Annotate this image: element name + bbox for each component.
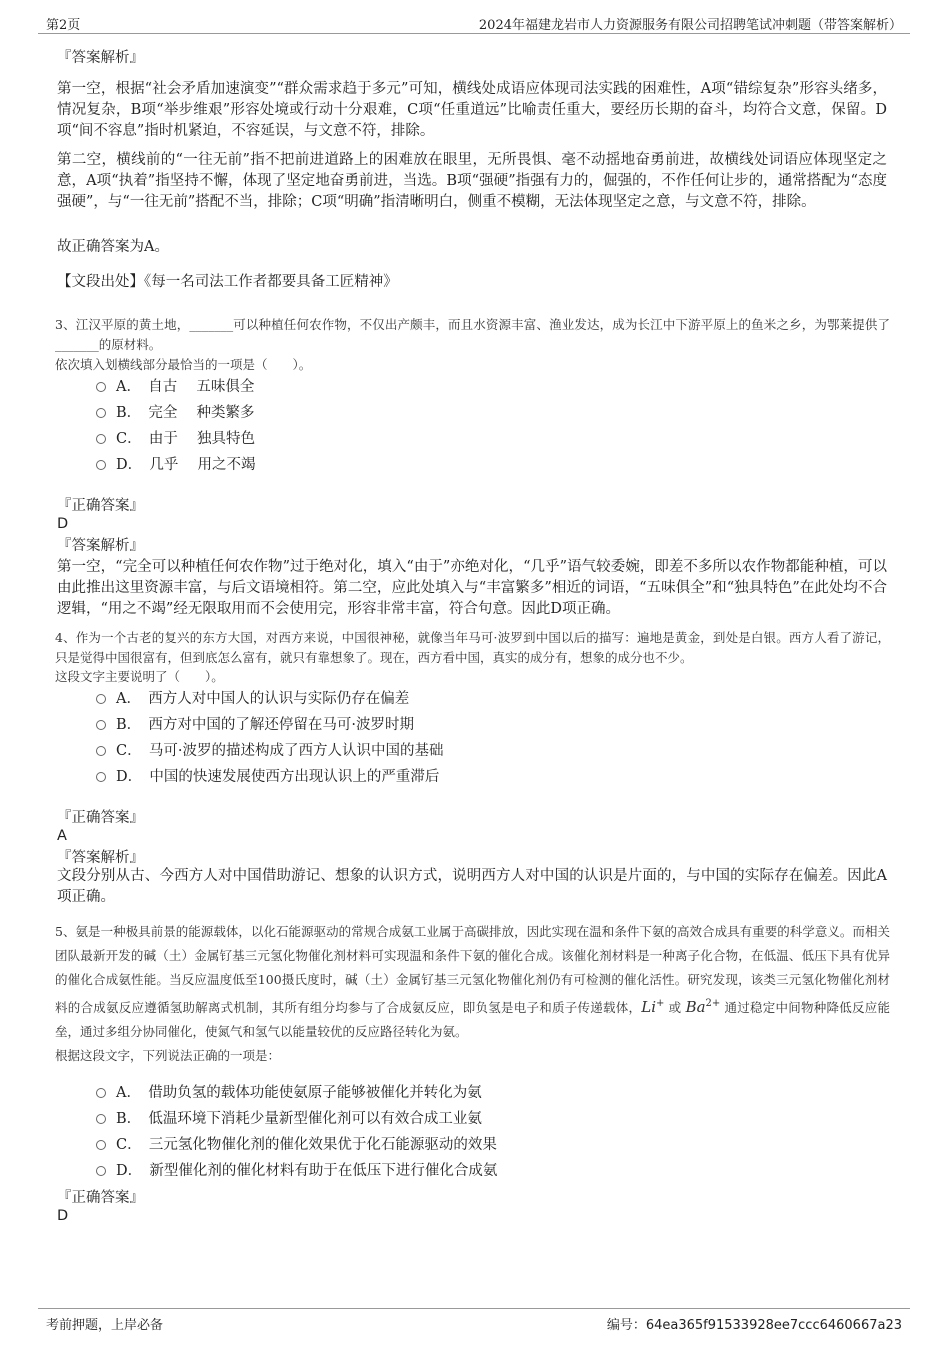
- q5-answer: D: [57, 1208, 69, 1224]
- radio-icon[interactable]: [96, 694, 106, 704]
- q3-option-b[interactable]: B． 完全 种类繁多: [96, 403, 255, 423]
- radio-icon[interactable]: [96, 408, 106, 418]
- q4-stem: 4、作为一个古老的复兴的东方大国，对西方来说，中国很神秘，就像当年马可·波罗到中国以后的描写：遍地是黄金，到处是白银。西方人看了游记，只是觉得中国很富有，但到底怎么富有，就只有靠想象了。现在，西方看中国，真实的成分有，想象的成分也不少。: [55, 630, 890, 665]
- q2-analysis-para1: 第一空，根据“社会矛盾加速演变”“群众需求趋于多元”可知，横线处成语应体现司法实践的困难性，A项“错综复杂”形容头绪多，情况复杂，B项“举步维艰”形容处境或行动十分艰难，C项“任重道远”比喻责任重大，要经历长期的奋斗，均符合文意，保留。D项“间不容息”指时机紧迫，不容延误，与文意不符，排除。: [57, 81, 887, 139]
- q3-option-c[interactable]: C． 由于 独具特色: [96, 429, 255, 449]
- radio-icon[interactable]: [96, 1114, 106, 1124]
- q5-option-c[interactable]: C． 三元氢化物催化剂的催化效果优于化石能源驱动的效果: [96, 1135, 497, 1155]
- q3-answer-label: 『正确答案』: [57, 498, 144, 514]
- document-title: 2024年福建龙岩市人力资源服务有限公司招聘笔试冲刺题（带答案解析）: [478, 18, 902, 33]
- q2-analysis-para2: 第二空，横线前的“一往无前”指不把前进道路上的困难放在眼里，无所畏惧、毫不动摇地奋勇前进，故横线处词语应体现坚定之意，A项“执着”指坚持不懈，体现了坚定地奋勇前进，当选。B项“强硬”指强有力的，倔强的，不作任何让步的，通常搭配为“态度强硬”，与“一往无前”搭配不当，排除；C项“明确”指清晰明白，侧重不模糊，无法体现坚定之意，与文意不符，排除。: [57, 152, 887, 210]
- barium-ion-symbol: $Ba^{2+}$: [685, 998, 721, 1016]
- document-code: 编号：64ea365f91533928ee7ccc6460667a23: [606, 1318, 902, 1333]
- q4-prompt: 这段文字主要说明了（ ）。: [55, 669, 224, 684]
- q5-stem: 5、氨是一种极具前景的能源载体，以化石能源驱动的常规合成氨工业属于高碳排放，因此实现在温和条件下氨的高效合成具有重要的科学意义。而相关团队最新开发的碱（土）金属钌基三元氢化物催化剂材料可实现温和条件下氨的催化合成。该催化剂材料是一种离子化合物，在低温、低压下具有优异的催化合成氨性能。当反应温度低至100摄氏度时，碱（土）金属钌基三元氢化物催化剂仍有可检测的催化活性。研究发现，该类三元氢化物催化剂材料的合成氨反应遵循氢助解离式机制，其所有组分均参与了合成氨反应，即负氢是电子和质子传递载体，Li+ 或 $Ba^{2+}$ 通过稳定中间物种降低反应能垒，通过多组分协同催化，使氮气和氢气以能量较优的反应路径转化为氨。: [55, 924, 890, 1039]
- q4-analysis-label: 『答案解析』: [57, 850, 144, 866]
- q4-option-c[interactable]: C． 马可·波罗的描述构成了西方人认识中国的基础: [96, 741, 443, 761]
- q3-answer: D: [57, 516, 69, 532]
- q5-prompt: 根据这段文字，下列说法正确的一项是：: [55, 1048, 281, 1063]
- q5-answer-label: 『正确答案』: [57, 1190, 144, 1206]
- q5-option-a[interactable]: A． 借助负氢的载体功能使氨原子能够被催化并转化为氨: [96, 1083, 482, 1103]
- q3-stem: 3、江汉平原的黄土地，_______可以种植任何农作物，不仅出产颇丰，而且水资源丰富、渔业发达，成为长江中下游平原上的鱼米之乡，为鄂莱提供了_______的原材料。: [55, 317, 890, 352]
- page-header: [38, 13, 910, 34]
- q3-option-a[interactable]: A． 自古 五味俱全: [96, 377, 254, 397]
- q3-analysis: 第一空，“完全可以种植任何农作物”过于绝对化，填入“由于”亦绝对化，“几乎”语气较委婉，即差不多所以农作物都能种植，可以由此推出这里资源丰富，与后文语境相符。第二空，应此处填入与“丰富繁多”相近的词语，“五味俱全”和“独具特色”在此处均不合逻辑，“用之不竭”经无限取用而不会使用完，形容非常丰富，符合句意。因此D项正确。: [57, 559, 887, 617]
- q4-option-a[interactable]: A． 西方人对中国人的认识与实际仍存在偏差: [96, 689, 409, 709]
- radio-icon[interactable]: [96, 772, 106, 782]
- q4-analysis: 文段分别从古、今西方人对中国借助游记、想象的认识方式，说明西方人对中国的认识是片面的，与中国的实际存在偏差。因此A项正确。: [57, 868, 887, 905]
- radio-icon[interactable]: [96, 1088, 106, 1098]
- radio-icon[interactable]: [96, 720, 106, 730]
- lithium-ion-symbol: Li+: [641, 998, 665, 1016]
- q2-source: 【文段出处】《每一名司法工作者都要具备工匠精神》: [57, 274, 398, 290]
- q2-conclusion: 故正确答案为A。: [57, 239, 169, 255]
- q4-answer: A: [57, 828, 67, 844]
- q4-option-d[interactable]: D． 中国的快速发展使西方出现认识上的严重滞后: [96, 767, 439, 787]
- radio-icon[interactable]: [96, 1140, 106, 1150]
- radio-icon[interactable]: [96, 746, 106, 756]
- q3-prompt: 依次填入划横线部分最恰当的一项是（ ）。: [55, 357, 312, 372]
- radio-icon[interactable]: [96, 434, 106, 444]
- q4-answer-label: 『正确答案』: [57, 810, 144, 826]
- q5-option-d[interactable]: D． 新型催化剂的催化材料有助于在低压下进行催化合成氨: [96, 1161, 497, 1181]
- q2-analysis-label: 『答案解析』: [57, 50, 144, 66]
- q5-option-b[interactable]: B． 低温环境下消耗少量新型催化剂可以有效合成工业氨: [96, 1109, 482, 1129]
- q3-analysis-label: 『答案解析』: [57, 538, 144, 554]
- radio-icon[interactable]: [96, 1166, 106, 1176]
- radio-icon[interactable]: [96, 382, 106, 392]
- q3-option-d[interactable]: D． 几乎 用之不竭: [96, 455, 255, 475]
- radio-icon[interactable]: [96, 460, 106, 470]
- q4-option-b[interactable]: B． 西方对中国的了解还停留在马可·波罗时期: [96, 715, 414, 735]
- page-number: 第2页: [46, 18, 81, 33]
- page-footer: [38, 1308, 910, 1333]
- footer-slogan: 考前押题，上岸必备: [46, 1318, 164, 1333]
